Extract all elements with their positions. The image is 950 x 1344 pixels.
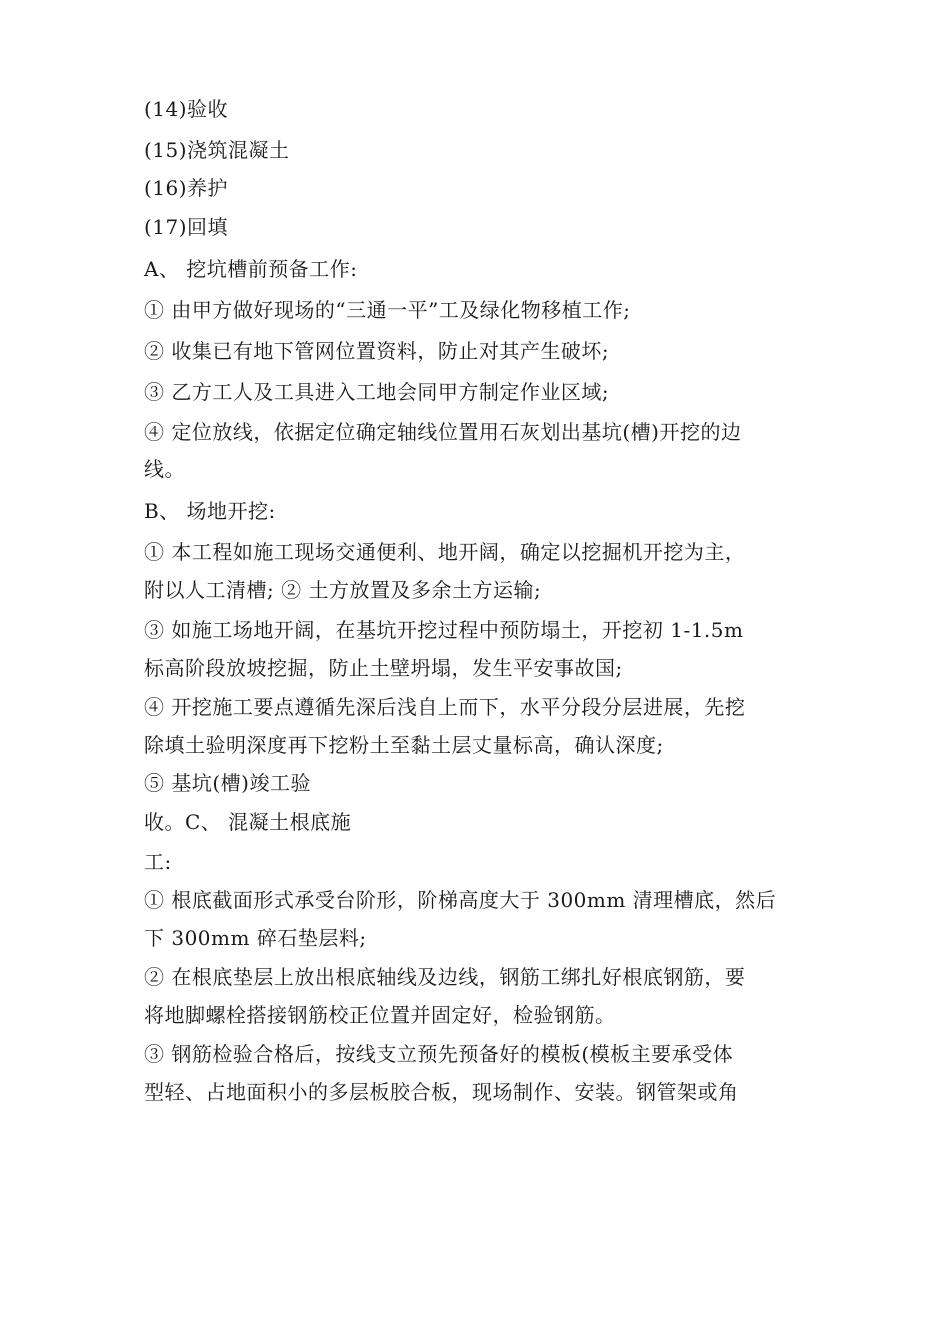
text-line: 线。 xyxy=(144,457,185,481)
text-line: ④ 开挖施工要点遵循先深后浅自上而下，水平分段分层进展，先挖 xyxy=(144,695,746,719)
text-line: ① 本工程如施工现场交通便利、地开阔，确定以挖掘机开挖为主， xyxy=(144,540,746,564)
text-line: 工: xyxy=(144,850,172,874)
text-line: 附以人工清槽; ② 土方放置及多余土方运输; xyxy=(144,578,542,602)
text-line: 收。C、 混凝土根底施 xyxy=(144,810,352,834)
text-line: (16)养护 xyxy=(144,176,229,200)
text-line: (15)浇筑混凝土 xyxy=(144,138,290,162)
text-line: ③ 乙方工人及工具进入工地会同甲方制定作业区域; xyxy=(144,380,610,404)
text-line: 下 300mm 碎石垫层料; xyxy=(144,926,367,950)
text-line: 除填土验明深度再下挖粉土至黏土层丈量标高，确认深度; xyxy=(144,733,664,757)
text-line: ② 收集已有地下管网位置资料，防止对其产生破坏; xyxy=(144,339,610,363)
text-line: 型轻、占地面积小的多层板胶合板，现场制作、安装。钢管架或角 xyxy=(144,1080,739,1104)
text-line: 将地脚螺栓搭接钢筋校正位置并固定好，检验钢筋。 xyxy=(144,1003,616,1027)
text-line: (17)回填 xyxy=(144,215,229,239)
text-line: ① 由甲方做好现场的“三通一平”工及绿化物移植工作; xyxy=(144,298,631,322)
text-line: ② 在根底垫层上放出根底轴线及边线，钢筋工绑扎好根底钢筋，要 xyxy=(144,965,746,989)
text-line: ① 根底截面形式承受台阶形，阶梯高度大于 300mm 清理槽底，然后 xyxy=(144,888,777,912)
text-line: 标高阶段放坡挖掘，防止土壁坍塌，发生平安事故国; xyxy=(144,656,623,680)
section-heading-b: B、 场地开挖: xyxy=(144,499,276,523)
text-line: ③ 如施工场地开阔，在基坑开挖过程中预防塌土，开挖初 1-1.5m xyxy=(144,618,744,642)
text-line: ⑤ 基坑(槽)竣工验 xyxy=(144,771,311,795)
text-line: (14)验收 xyxy=(144,97,229,121)
text-line: ④ 定位放线，依据定位确定轴线位置用石灰划出基坑(槽)开挖的边 xyxy=(144,420,742,444)
section-heading-a: A、 挖坑槽前预备工作: xyxy=(144,257,358,281)
text-line: ③ 钢筋检验合格后，按线支立预先预备好的模板(模板主要承受体 xyxy=(144,1042,734,1066)
